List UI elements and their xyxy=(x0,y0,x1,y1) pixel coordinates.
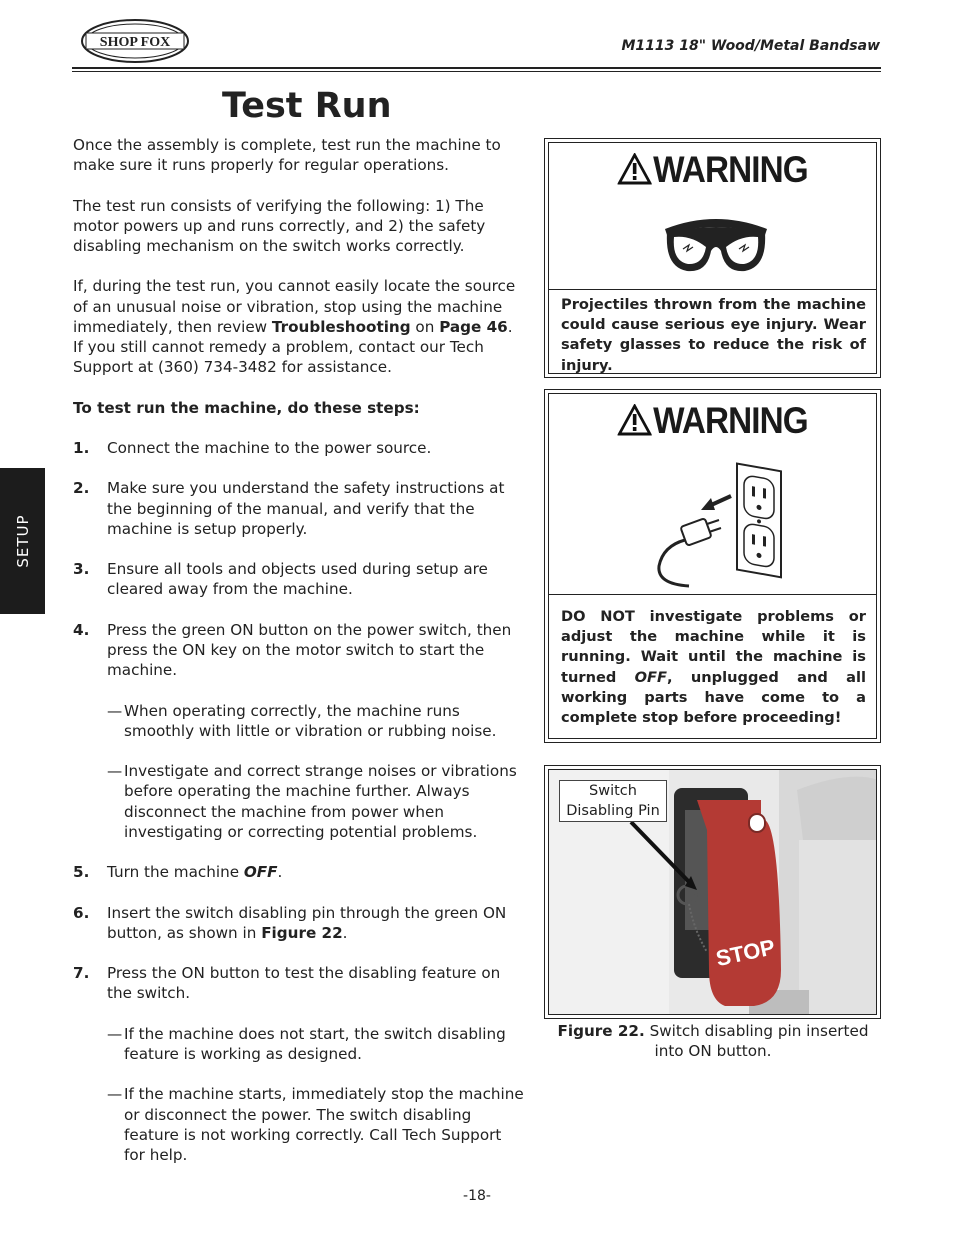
body-text-column xyxy=(73,135,525,1185)
intro-paragraph: If, during the test run, you cannot easily locate the source of an unusual noise or vibration, stop using the machine immediately, then review Troubleshooting on Page 46. If you still cannot remedy a problem, contact our Tech Support at (360) 734-3482 for assistance. xyxy=(73,277,516,377)
warning-box-eye-protection xyxy=(544,138,881,378)
step-6: 6. Insert the switch disabling pin through the green ON button, as shown in Figure 22. xyxy=(73,903,507,942)
step-7: 7. Press the ON button to test the disabling feature on the switch. xyxy=(73,964,501,1003)
step-2: 2. Make sure you understand the safety instructions at the beginning of the manual, and verify that the machine is setup properly. xyxy=(73,479,505,538)
intro-paragraph: The test run consists of verifying the following: 1) The motor powers up and runs correctly, and 2) the safety disabling mechanism on the switch works correctly. xyxy=(73,196,486,255)
warning-box-unplug xyxy=(544,389,881,743)
header-rule-thin xyxy=(72,71,881,72)
document-title: M1113 18" Wood/Metal Bandsaw xyxy=(621,38,880,54)
warning-text: Projectiles thrown from the machine could cause serious eye injury. Wear safety glasses to reduce the risk of injury. xyxy=(561,296,866,374)
figure-reference: Figure 22 xyxy=(261,923,343,942)
troubleshooting-reference: Troubleshooting xyxy=(271,317,411,336)
warning-heading: WARNING xyxy=(565,149,859,191)
warning-triangle-icon xyxy=(617,404,651,436)
step-5: 5. Turn the machine OFF. xyxy=(73,863,283,882)
warning-heading: WARNING xyxy=(565,400,859,442)
section-tab-label: SETUP xyxy=(13,514,32,568)
page-title: Test Run xyxy=(222,86,392,126)
shop-fox-logo xyxy=(80,18,190,64)
svg-text:STOP: STOP xyxy=(713,934,778,972)
warning-triangle-icon xyxy=(617,153,651,185)
step-3: 3. Ensure all tools and objects used during setup are cleared away from the machine. xyxy=(73,560,488,599)
safety-glasses-icon xyxy=(661,205,771,283)
step-7-note: — If the machine does not start, the switch disabling feature is working as designed. xyxy=(107,1024,506,1063)
page-reference: Page 46 xyxy=(439,317,508,336)
step-4: 4. Press the green ON button on the power switch, then press the ON key on the motor switch to start the machine. xyxy=(73,620,512,680)
step-4-note: — Investigate and correct strange noises or vibrations before operating the machine further. Always disconnect the machine from power when investigating or correcting potential problems. xyxy=(107,762,517,841)
step-4-note: — When operating correctly, the machine runs smoothly with little or vibration or rubbing noise. xyxy=(107,701,497,740)
warning-separator xyxy=(549,289,876,290)
steps-heading: To test run the machine, do these steps: xyxy=(73,398,420,417)
warning-text: DO NOT investigate problems or adjust the machine while it is running. Wait until the machine is turned OFF, unplugged and all working parts have come to a complete stop before proceeding! xyxy=(561,608,866,727)
switch-disabling-pin-callout: Switch Disabling Pin xyxy=(559,780,667,822)
figure-22-frame xyxy=(544,765,881,1019)
unplug-outlet-icon xyxy=(649,458,789,594)
warning-separator xyxy=(549,594,876,595)
intro-paragraph: Once the assembly is complete, test run the machine to make sure it runs properly for regular operations. xyxy=(73,136,501,175)
figure-caption: Figure 22. Switch disabling pin inserted into ON button. xyxy=(557,1022,869,1061)
step-7-note: — If the machine starts, immediately stop the machine or disconnect the power. The switch disabling feature is not working correctly. Call Tech Support for help. xyxy=(107,1085,524,1164)
svg-text:SHOP FOX: SHOP FOX xyxy=(99,35,171,50)
section-tab xyxy=(0,468,45,614)
step-1: 1. Connect the machine to the power source. xyxy=(73,438,432,457)
page-number: -18- xyxy=(463,1188,491,1204)
header-rule xyxy=(72,67,881,69)
